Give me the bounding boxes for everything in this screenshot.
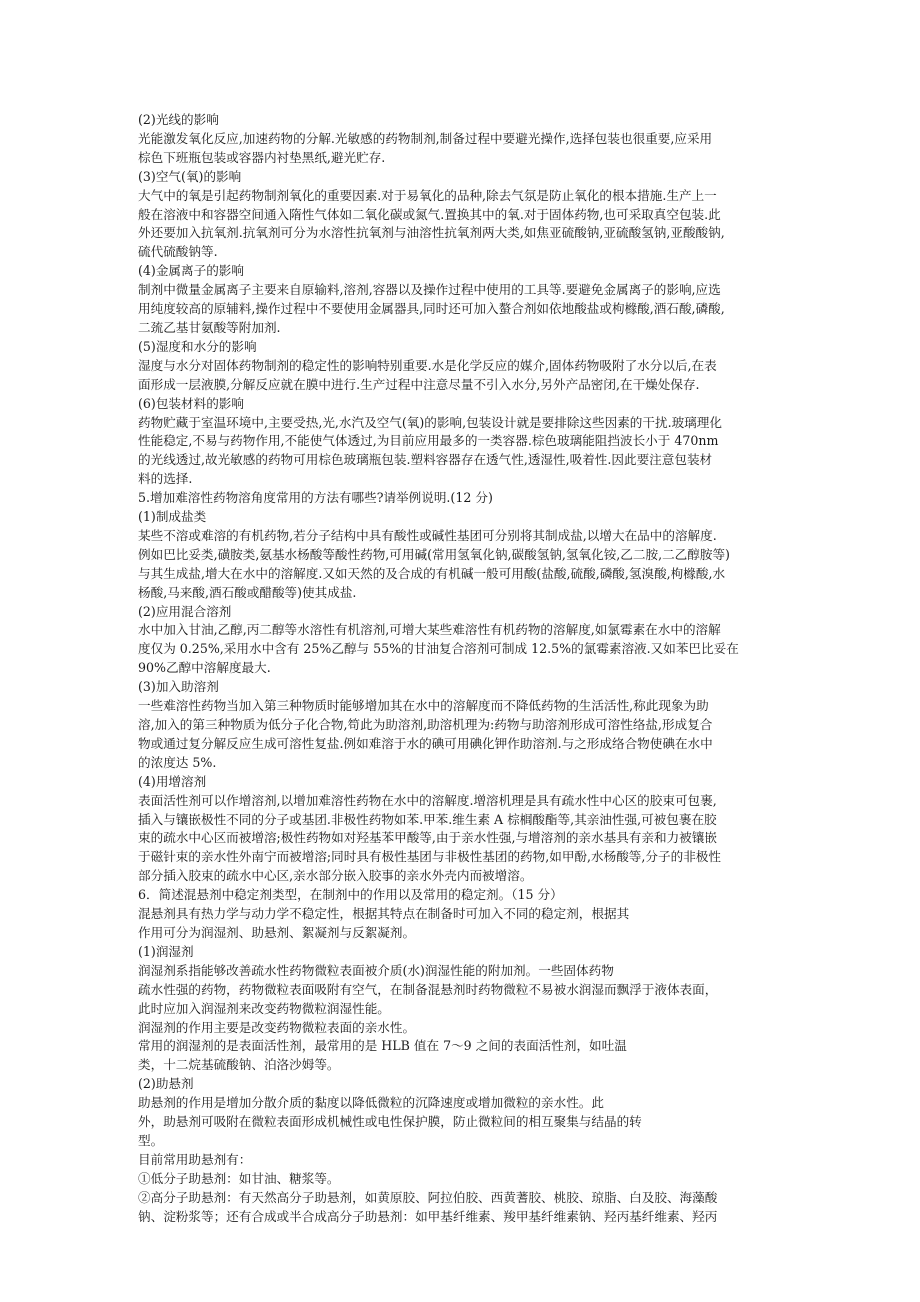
section-heading: 5.增加难溶性药物溶角度常用的方法有哪些?请举例说明.(12 分) — [138, 490, 493, 506]
text-line: 用纯度较高的原辅料,操作过程中不要使用金属器具,同时还可加入螯合剂如依地酸盐或枸橼酸,酒石酸,磷酸, — [138, 301, 725, 317]
text-line: 常用的润湿剂的是表面活性剂，最常用的是 HLB 值在 7～9 之间的表面活性剂，如吐温 — [138, 1038, 627, 1054]
text-line: 湿度与水分对固体药物制剂的稳定性的影响特别重要.水是化学反应的媒介,固体药物吸附了水分以后,在表 — [138, 357, 717, 373]
section-heading: (2)应用混合溶剂 — [138, 603, 232, 619]
text-line: 此时应加入润湿剂来改变药物微粒润湿性能。 — [138, 1000, 390, 1016]
text-line: 药物贮藏于室温环境中,主要受热,光,水汽及空气(氧)的影响,包装设计就是要排除这些因素的干扰.玻璃理化 — [138, 414, 722, 430]
section-heading: 6．简述混悬剂中稳定剂类型，在制剂中的作用以及常用的稳定剂。（15 分） — [138, 887, 563, 903]
section-heading: (5)湿度和水分的影响 — [138, 338, 257, 354]
text-line: 疏水性强的药物，药物微粒表面吸附有空气，在制备混悬剂时药物微粒不易被水润湿而飘浮于液体表面， — [138, 981, 718, 997]
text-line: 光能激发氧化反应,加速药物的分解.光敏感的药物制剂,制备过程中要避光操作,选择包装也很重要,应采用 — [138, 130, 713, 146]
section-heading: (4)用增溶剂 — [138, 773, 207, 789]
text-line: 的浓度达 5%. — [138, 754, 217, 770]
text-line: 面形成一层液膜,分解反应就在膜中进行.生产过程中注意尽量不引入水分,另外产品密闭,在干燥处保存. — [138, 376, 700, 392]
text-line: 助悬剂的作用是增加分散介质的黏度以降低微粒的沉降速度或增加微粒的亲水性。此 — [138, 1095, 604, 1111]
text-line: 外，助悬剂可吸附在微粒表面形成机械性或电性保护膜，防止微粒间的相互聚集与结晶的转 — [138, 1114, 642, 1130]
text-line: 杨酸,马来酸,酒石酸或醋酸等)使其成盐. — [138, 584, 357, 600]
section-heading: (3)空气(氧)的影响 — [138, 168, 242, 184]
text-line: 与其生成盐,增大在水中的溶解度.又如天然的及合成的有机碱一般可用酸(盐酸,硫酸,磷酸,氢溴酸,枸橼酸,水 — [138, 565, 726, 581]
text-line: 性能稳定,不易与药物作用,不能使气体透过,为目前应用最多的一类容器.棕色玻璃能阻挡波长小于 470nm — [138, 433, 719, 449]
text-line: 部分插入胶束的疏水中心区,亲水部分嵌入胶事的亲水外壳内而被增溶。 — [138, 868, 533, 884]
text-line: 目前常用助悬剂有： — [138, 1151, 252, 1167]
text-line: 表面活性剂可以作增溶剂,以增加难溶性药物在水中的溶解度.增溶机理是具有疏水性中心区的胶束可包裹, — [138, 792, 717, 808]
text-line: 插入与镶嵌极性不同的分子或基团.非极性药物如苯.甲苯.维生素 A 棕榈酸酯等,其亲油性强,可被包裹在胶 — [138, 811, 717, 827]
text-line: 于磁针束的亲水性外南宁而被增溶;同时具有极性基团与非极性基团的药物,如甲酚,水杨酸等,分子的非极性 — [138, 849, 721, 865]
section-heading: (1)制成盐类 — [138, 509, 207, 525]
section-heading: (1)润湿剂 — [138, 943, 194, 959]
section-heading: (4)金属离子的影响 — [138, 263, 244, 279]
text-line: 硫代硫酸钠等. — [138, 244, 218, 260]
text-line: 一些难溶性药物当加入第三种物质时能够增加其在水中的溶解度而不降低药物的生活活性,称此现象为助 — [138, 698, 709, 714]
document-body — [138, 111, 788, 1226]
section-heading: ①低分子助悬剂：如甘油、糖浆等。 — [138, 1170, 340, 1186]
text-line: 润湿剂系指能够改善疏水性药物微粒表面被介质(水)润湿性能的附加剂。一些固体药物 — [138, 962, 614, 978]
text-line: 类，十二烷基硫酸钠、泊洛沙姆等。 — [138, 1057, 340, 1073]
text-line: 束的疏水中心区而被增溶;极性药物如对羟基苯甲酸等,由于亲水性强,与增溶剂的亲水基具有亲和力被镶嵌 — [138, 830, 717, 846]
text-line: 外还要加入抗氧剂.抗氧剂可分为水溶性抗氧剂与油溶性抗氧剂两大类,如焦亚硫酸钠,亚硫酸氢钠,亚酸酸钠, — [138, 225, 725, 241]
text-line: 润湿剂的作用主要是改变药物微粒表面的亲水性。 — [138, 1019, 416, 1035]
text-line: 例如巴比妥类,磺胺类,氨基水杨酸等酸性药物,可用碱(常用氢氧化钠,碳酸氢钠,氢氧化铵,乙二胺,二乙醇胺等) — [138, 546, 730, 562]
text-line: 棕色下班瓶包装或容器内衬垫黑纸,避光贮存. — [138, 149, 386, 165]
text-line: 某些不溶或难溶的有机药物,若分子结构中具有酸性或碱性基团可分别将其制成盐,以增大在品中的溶解度. — [138, 527, 717, 543]
text-line: 料的选择. — [138, 471, 193, 487]
text-line: 物或通过复分解反应生成可溶性复盐.例如难溶于水的碘可用碘化钾作助溶剂.与之形成络合物使碘在水中 — [138, 735, 713, 751]
text-line: 混悬剂具有热力学与动力学不稳定性，根据其特点在制备时可加入不同的稳定剂，根据其 — [138, 906, 630, 922]
section-heading: (3)加入助溶剂 — [138, 679, 219, 695]
text-line: 溶,加入的第三种物质为低分子化合物,笱此为助溶剂,助溶机理为:药物与助溶剂形成可溶性络盐,形成复合 — [138, 717, 713, 732]
text-line: 度仅为 0.25%,采用水中含有 25%乙醇与 55%的甘油复合溶剂可制成 12.5%的氯霉素溶液.又如苯巴比妥在 — [138, 641, 739, 657]
text-line: 90%乙醇中溶解度最大. — [138, 660, 271, 676]
section-heading: (2)助悬剂 — [138, 1076, 194, 1092]
section-heading: (6)包装材料的影响 — [138, 395, 244, 411]
text-line: 型。 — [138, 1132, 164, 1148]
text-line: 制剂中微量金属离子主要来自原输料,溶剂,容器以及操作过程中使用的工具等.要避免金属离子的影响,应选 — [138, 282, 721, 298]
text-line: 般在溶液中和容器空间通入隋性气体如二氧化碳或氮气.置换其中的氧.对于固体药物,也可采取真空包装.此 — [138, 206, 721, 222]
text-line: 二巯乙基甘氨酸等附加剂. — [138, 319, 281, 335]
text-line: 作用可分为润湿剂、助悬剂、絮凝剂与反絮凝剂。 — [138, 924, 416, 940]
text-line: 钠、淀粉浆等；还有合成或半合成高分子助悬剂：如甲基纤维素、羧甲基纤维素钠、羟丙基纤维素、羟丙 — [138, 1208, 718, 1224]
text-line: 的光线透过,故光敏感的药物可用棕色玻璃瓶包装.塑料容器存在透气性,透湿性,吸着性.因此要注意包装材 — [138, 452, 713, 468]
section-heading: (2)光线的影响 — [138, 112, 219, 127]
text-line: 水中加入甘油,乙醇,丙二醇等水溶性有机溶剂,可增大某些难溶性有机药物的溶解度,如氯霉素在水中的溶解 — [138, 622, 721, 638]
section-heading: ②高分子助悬剂：有天然高分子助悬剂，如黄原胶、阿拉伯胶、西黄蓍胶、桃胶、琼脂、白及胶、海藻酸 — [138, 1189, 718, 1205]
text-line: 大气中的氧是引起药物制剂氧化的重要因素.对于易氧化的品种,除去气氛是防止氧化的根本措施.生产上一 — [138, 187, 717, 203]
